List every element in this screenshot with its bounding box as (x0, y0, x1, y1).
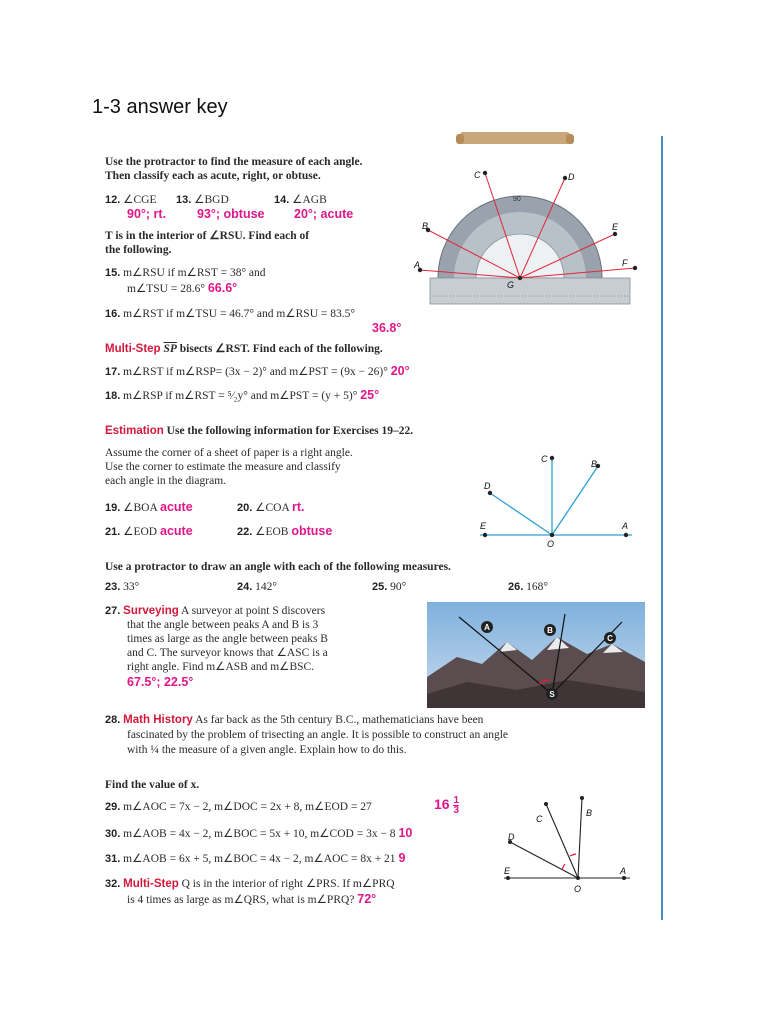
label-c: C (536, 814, 543, 824)
scale-label: 90 (513, 196, 521, 203)
scroll-ornament (456, 134, 464, 144)
label-d: D (484, 481, 491, 491)
diagram-rays (504, 798, 630, 878)
answer-18: 25° (360, 388, 380, 402)
exercise-24: 24. 142° (237, 581, 278, 593)
exercise-14: 14. ∠AGB (274, 194, 327, 206)
label-b: B (422, 221, 429, 231)
instruction: Then classify each as acute, right, or obtuse. (105, 170, 321, 182)
protractor-diagram (410, 128, 650, 308)
label-c: C (541, 454, 548, 464)
exercise-12: 12. ∠CGE (105, 194, 157, 206)
label-c: C (474, 170, 481, 180)
find-instruction: Find the value of x. (105, 779, 200, 791)
protractor-base (430, 278, 630, 304)
exercise-15: 15. m∠RSU if m∠RST = 38° and (105, 267, 266, 279)
exercise-27-text: times as large as the angle between peaks B (127, 633, 328, 645)
instruction: Use the protractor to find the measure of each angle. (105, 156, 363, 168)
mountain-photo (427, 602, 645, 708)
label-a: A (620, 866, 627, 876)
exercise-19: 19. ∠BOA acute (105, 500, 193, 514)
interior-text: T is in the interior of ∠RSU. Find each of (105, 230, 310, 242)
label-s: S (549, 690, 555, 699)
label-o: O (574, 884, 582, 894)
exercise-23: 23. 33° (105, 581, 140, 593)
estimation-text: Use the corner to estimate the measure and classify (105, 461, 341, 473)
label-e: E (504, 866, 511, 876)
answer-15: 66.6° (207, 281, 238, 295)
label-d: D (508, 832, 515, 842)
label-c: C (607, 634, 613, 643)
estimation-instruction: Estimation Use the following information for Exercises 19–22. (105, 425, 414, 437)
exercise-21: 21. ∠EOD acute (105, 524, 193, 538)
label-e: E (480, 521, 487, 531)
estimation-diagram (460, 440, 650, 550)
label-e: E (612, 222, 619, 232)
label-b: B (586, 808, 593, 818)
answer-14: 20°; acute (294, 207, 354, 221)
label-d: D (568, 172, 575, 182)
page-title: 1-3 answer key (92, 96, 228, 118)
label-f: F (622, 258, 628, 268)
exercise-27-text: that the angle between peaks A and B is 3 (127, 619, 319, 631)
exercise-29: 29. m∠AOC = 7x − 2, m∠DOC = 2x + 8, m∠EOD = 27 (105, 801, 372, 813)
exercise-28-text: fascinated by the problem of trisecting an angle. It is possible to construct an angle (127, 729, 508, 741)
label-a: A (622, 521, 629, 531)
exercise-20: 20. ∠COA rt. (237, 500, 305, 514)
exercise-30: 30. m∠AOB = 4x − 2, m∠BOC = 5x + 10, m∠COD = 3x − 8 10 (105, 826, 413, 840)
exercise-31: 31. m∠AOB = 6x + 5, m∠BOC = 4x − 2, m∠AOC = 8x + 21 9 (105, 851, 406, 865)
exercise-18: 18. m∠RSP if m∠RST = ⁵⁄₂y° and m∠PST = (y + 5)° 25° (105, 388, 380, 402)
exercise-17: 17. m∠RST if m∠RSP= (3x − 2)° and m∠PST = (9x − 26)° 20° (105, 364, 410, 378)
exercise-22: 22. ∠EOB obtuse (237, 524, 333, 538)
diagram-rays (480, 458, 632, 535)
label-b: B (591, 459, 598, 469)
answer-17: 20° (390, 364, 410, 378)
draw-instruction: Use a protractor to draw an angle with each of the following measures. (105, 561, 451, 573)
label-g: G (507, 280, 515, 290)
exercise-27-text: and C. The surveyor knows that ∠ASC is a (127, 647, 328, 659)
exercise-28-text: with ¼ the measure of a given angle. Explain how to do this. (127, 744, 407, 756)
answer-32: 72° (357, 892, 377, 906)
label-o: O (547, 539, 555, 549)
angle-mark (570, 854, 576, 856)
exercise-13: 13. ∠BGD (176, 194, 229, 206)
exercise-26: 26. 168° (508, 581, 549, 593)
exercise-25: 25. 90° (372, 581, 407, 593)
ray-endpoints (483, 456, 628, 537)
estimation-text: each angle in the diagram. (105, 475, 227, 487)
exercise-27-text: right angle. Find m∠ASB and m∠BSC. (127, 661, 315, 673)
angle-mark (562, 864, 565, 870)
ray-endpoints (506, 796, 626, 880)
label-a: A (484, 623, 490, 632)
margin-rule (661, 136, 663, 920)
answer-27: 67.5°; 22.5° (127, 675, 194, 689)
scroll-ornament (460, 132, 570, 144)
answer-29: 16 $\frac{1}{3}$ (434, 795, 460, 816)
answer-30: 10 (398, 826, 413, 840)
bisector-instruction: Multi-Step $\overline{SP}$ bisects ∠RST. Find each of the following. (105, 343, 383, 355)
label-a: A (414, 260, 421, 270)
answer-16: 36.8° (372, 321, 402, 335)
exercise-16: 16. m∠RST if m∠TSU = 46.7° and m∠RSU = 83.5° (105, 308, 355, 320)
exercise-32-cont: is 4 times as large as m∠QRS, what is m∠PRQ? 72° (127, 892, 377, 906)
label-b: B (547, 626, 553, 635)
answer-31: 9 (398, 851, 406, 865)
answer-22: obtuse (291, 524, 333, 538)
exercise-15-cont: m∠TSU = 28.6° 66.6° (127, 281, 238, 295)
interior-text: the following. (105, 244, 172, 256)
exercise-32: 32. Multi-Step Q is in the interior of right ∠PRS. If m∠PRQ (105, 878, 395, 890)
value-diagram (490, 790, 650, 902)
estimation-text: Assume the corner of a sheet of paper is a right angle. (105, 447, 353, 459)
answer-13: 93°; obtuse (197, 207, 265, 221)
answer-20: rt. (292, 500, 305, 514)
answer-12: 90°; rt. (127, 207, 167, 221)
scroll-ornament (566, 134, 574, 144)
answer-21: acute (160, 524, 193, 538)
answer-19: acute (160, 500, 193, 514)
exercise-27: 27. Surveying A surveyor at point S discovers (105, 605, 326, 617)
exercise-28: 28. Math History As far back as the 5th century B.C., mathematicians have been (105, 714, 484, 726)
